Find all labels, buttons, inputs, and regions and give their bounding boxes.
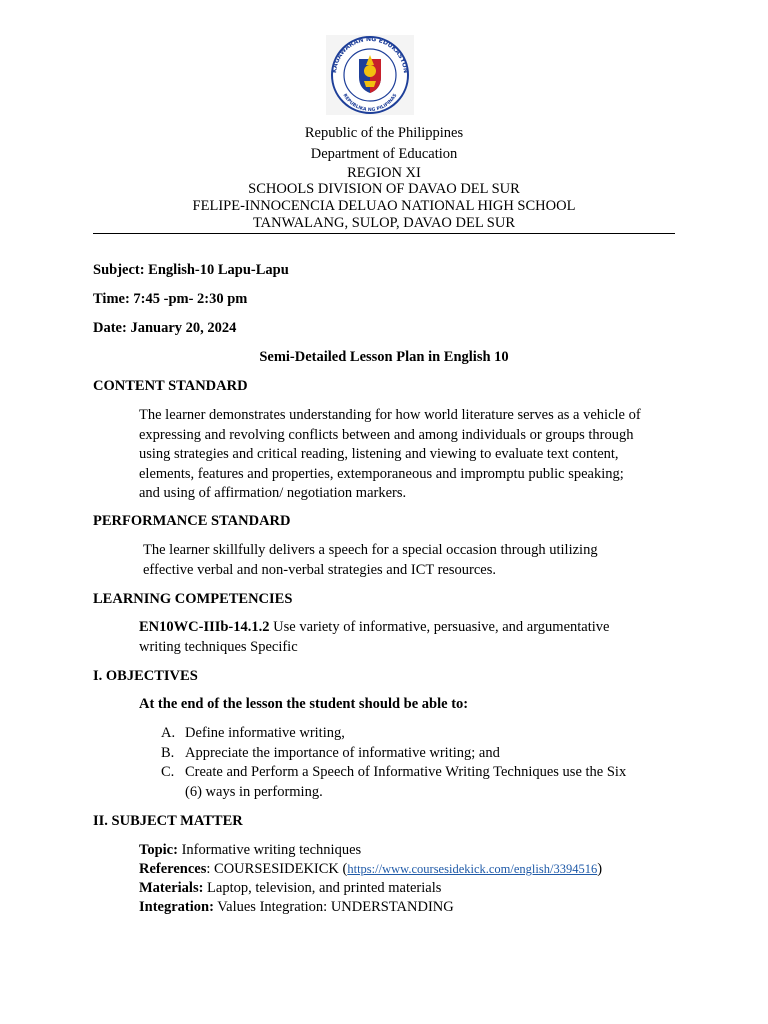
- materials-value: Laptop, television, and printed materials: [203, 880, 442, 896]
- header-address: TANWALANG, SULOP, DAVAO DEL SUR: [252, 215, 515, 231]
- objective-marker: A.: [161, 725, 176, 741]
- objectives-intro: At the end of the lesson the student should be able to:: [139, 696, 469, 712]
- subject-matter-heading: II. SUBJECT MATTER: [93, 813, 243, 829]
- performance-standard-line: The learner skillfully delivers a speech for a special occasion through utilizing: [143, 542, 598, 558]
- document-title: Semi-Detailed Lesson Plan in English 10: [259, 349, 509, 365]
- header-divider: [93, 233, 675, 234]
- header-division: SCHOOLS DIVISION OF DAVAO DEL SUR: [248, 181, 520, 197]
- performance-standard-text: [143, 541, 598, 580]
- content-standard-line: and using of affirmation/ negotiation markers.: [139, 485, 407, 501]
- content-standard-line: The learner demonstrates understanding for how world literature serves as a vehicle of: [139, 407, 641, 423]
- competency-line-2: writing techniques Specific: [139, 639, 298, 655]
- date-line: Date: January 20, 2024: [93, 320, 237, 336]
- references-link[interactable]: https://www.coursesidekick.com/english/3394516: [347, 862, 598, 876]
- header-department: Department of Education: [310, 146, 458, 162]
- time-line: Time: 7:45 -pm- 2:30 pm: [93, 291, 248, 307]
- objective-text: Define informative writing,: [185, 725, 345, 741]
- integration-label: Integration:: [139, 899, 214, 915]
- integration-value: Values Integration: UNDERSTANDING: [213, 899, 454, 915]
- references-row: [139, 860, 602, 880]
- objective-marker: C.: [161, 764, 175, 780]
- topic-label: Topic:: [139, 842, 178, 858]
- subject-line: Subject: English-10 Lapu-Lapu: [93, 262, 289, 278]
- integration-row: [139, 898, 454, 918]
- topic-value: Informative writing techniques: [177, 842, 362, 858]
- materials-row: [139, 879, 441, 899]
- content-standard-line: using strategies and critical reading, listening and viewing to evaluate text content,: [139, 446, 619, 462]
- content-standard-heading: CONTENT STANDARD: [93, 378, 248, 394]
- objectives-heading: I. OBJECTIVES: [93, 668, 198, 684]
- objective-text: Create and Perform a Speech of Informative Writing Techniques use the Six: [185, 764, 627, 780]
- header-republic: Republic of the Philippines: [304, 125, 464, 141]
- header-region: REGION XI: [347, 165, 421, 181]
- objective-item-continuation: (6) ways in performing.: [185, 784, 323, 800]
- competency-line-1: [139, 618, 609, 638]
- objective-marker: B.: [161, 745, 175, 761]
- header-school: FELIPE-INNOCENCIA DELUAO NATIONAL HIGH SCHOOL: [192, 198, 576, 214]
- deped-seal-logo: [326, 35, 414, 115]
- objective-text: Appreciate the importance of informative writing; and: [185, 745, 500, 761]
- topic-row: [139, 841, 361, 861]
- content-standard-text: [139, 406, 641, 504]
- references-value: : COURSESIDEKICK (: [206, 861, 348, 877]
- competency-text: Use variety of informative, persuasive, and argumentative: [269, 619, 610, 635]
- references-label: References: [139, 861, 207, 877]
- svg-text:KAGAWARAN NG EDUKASYON: KAGAWARAN NG EDUKASYON: [330, 35, 410, 74]
- performance-standard-heading: PERFORMANCE STANDARD: [93, 513, 291, 529]
- content-standard-line: expressing and revolving conflicts between and among individuals or groups through: [139, 426, 634, 443]
- materials-label: Materials:: [139, 880, 204, 896]
- svg-text:REPUBLIKA NG PILIPINAS: REPUBLIKA NG PILIPINAS: [341, 93, 399, 114]
- references-close: ): [597, 861, 603, 877]
- competency-code: EN10WC-IIIb-14.1.2: [139, 619, 270, 635]
- learning-competencies-heading: LEARNING COMPETENCIES: [93, 591, 293, 607]
- performance-standard-line: effective verbal and non-verbal strategies and ICT resources.: [143, 561, 496, 578]
- content-standard-line: elements, features and properties, extemporaneous and impromptu public speaking;: [139, 465, 624, 482]
